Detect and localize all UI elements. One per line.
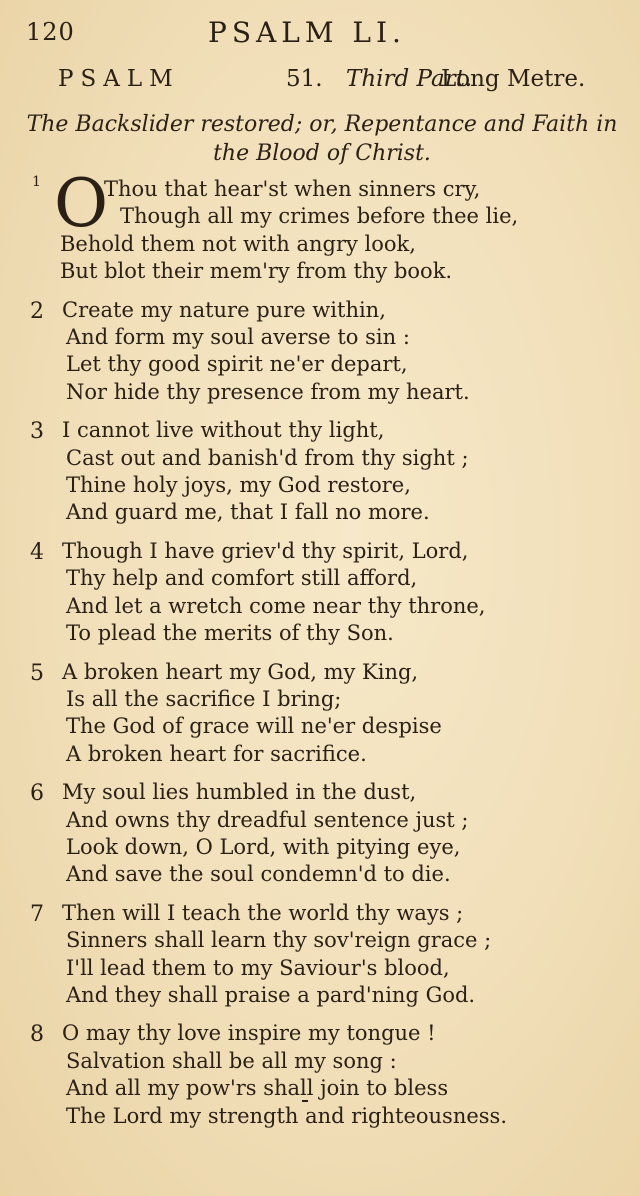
hymn-subtitle [24,110,620,168]
verse-line: To plead the merits of thy Son. [66,621,394,646]
verse-2 [0,297,640,407]
verse-line: Thy help and comfort still afford, [66,566,418,591]
verses [0,165,640,1141]
verse-line: Though all my crimes before thee lie, [120,204,519,229]
drop-cap: O [54,165,109,242]
verse-line: Is all the sacrifice I bring; [66,686,342,711]
verse-line: Behold them not with angry look, [60,231,416,256]
verse-number: 1 [32,174,41,190]
verse-1 [0,165,640,286]
psalm-number: 51. [286,66,323,92]
verse-number: 4 [30,539,44,565]
verse-line: Cast out and banish'd from thy sight ; [66,445,469,470]
verse-4 [0,538,640,648]
verse-number: 5 [30,660,44,686]
verse-line: Look down, O Lord, with pitying eye, [66,834,461,859]
verse-6 [0,779,640,889]
verse-7 [0,900,640,1010]
verse-8 [0,1020,640,1130]
verse-line: A broken heart my God, my King, [62,659,419,684]
end-ornament [302,1100,308,1102]
verse-line: Though I have griev'd thy spirit, Lord, [62,538,469,563]
verse-line: Thine holy joys, my God restore, [66,473,411,498]
verse-number: 6 [30,781,44,807]
psalm-heading [58,66,618,100]
verse-number: 2 [30,298,44,324]
verse-line: O may thy love inspire my tongue ! [62,1021,436,1046]
verse-line: And save the soul condemn'd to die. [66,862,451,887]
verse-number: 7 [30,901,44,927]
verse-line: I cannot live without thy light, [62,418,385,443]
page-number: 120 [26,18,75,46]
verse-line: And all my pow'rs shall join to bless [66,1076,449,1101]
verse-line: And guard me, that I fall no more. [66,500,430,525]
verse-line: And let a wretch come near thy throne, [66,593,486,618]
verse-number: 3 [30,419,44,445]
subtitle-line-1: The Backslider restored; or, Repentance and Faith in [26,112,618,137]
verse-number: 8 [30,1022,44,1048]
metre-label: Long Metre. [441,66,586,92]
running-head [0,12,640,52]
verse-line: Then will I teach the world thy ways ; [62,900,464,925]
subtitle-line-2: the Blood of Christ. [213,141,431,166]
psalm-label: PSALM [58,66,180,92]
verse-5 [0,659,640,769]
verse-line: Create my nature pure within, [62,297,386,322]
running-title: PSALM LI. [208,16,406,49]
part-label: Third Part. [346,66,473,92]
verse-line: And owns thy dreadful sentence just ; [66,807,469,832]
verse-line: But blot their mem'ry from thy book. [60,259,453,284]
verse-line: The Lord my strength and righteousness. [66,1103,507,1128]
verse-line: A broken heart for sacrifice. [66,741,367,766]
verse-3 [0,417,640,527]
verse-line: And form my soul averse to sin : [66,325,410,350]
verse-line: And they shall praise a pard'ning God. [66,982,476,1007]
verse-line: The God of grace will ne'er despise [66,714,442,739]
verse-line: Thou that hear'st when sinners cry, [104,177,481,201]
verse-line: I'll lead them to my Saviour's blood, [66,955,450,980]
verse-line: My soul lies humbled in the dust, [62,780,417,805]
verse-line: Nor hide thy presence from my heart. [66,379,470,404]
verse-line: Let thy good spirit ne'er depart, [66,352,408,377]
verse-line: Salvation shall be all my song : [66,1048,397,1073]
verse-line: Sinners shall learn thy sov'reign grace ; [66,928,492,953]
